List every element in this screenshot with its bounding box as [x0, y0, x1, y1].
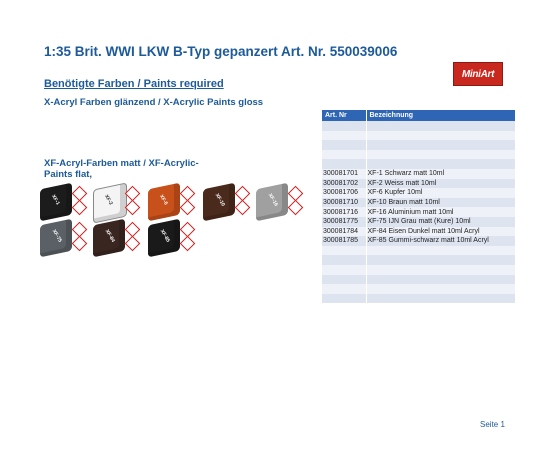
cell-art-nr [322, 284, 366, 294]
cell-art-nr [322, 131, 366, 141]
cell-art-nr: 300081702 [322, 179, 366, 189]
cell-bezeichnung: XF-85 Gummi-schwarz matt 10ml Acryl [366, 236, 516, 246]
cell-bezeichnung [366, 275, 516, 285]
paint-table [322, 110, 516, 303]
paint-jar [148, 186, 192, 218]
hazard-icon [288, 200, 304, 216]
cell-bezeichnung [366, 255, 516, 265]
cell-bezeichnung [366, 246, 516, 256]
cell-art-nr: 300081701 [322, 169, 366, 179]
cell-art-nr [322, 140, 366, 150]
table-row [322, 188, 516, 198]
paint-jar [93, 222, 137, 254]
table-row [322, 198, 516, 208]
table-row [322, 179, 516, 189]
table-row [322, 140, 516, 150]
cell-art-nr [322, 150, 366, 160]
cell-bezeichnung [366, 150, 516, 160]
hazard-icon [125, 236, 141, 252]
table-row [322, 294, 516, 304]
cell-bezeichnung [366, 121, 516, 131]
cell-art-nr [322, 265, 366, 275]
hazard-icon [125, 200, 141, 216]
cell-art-nr [322, 255, 366, 265]
document-title: 1:35 Brit. WWI LKW B-Typ gepanzert Art. Nr. 550039006 [44, 44, 398, 59]
table-row [322, 275, 516, 285]
table-row [322, 265, 516, 275]
table-row [322, 207, 516, 217]
cell-bezeichnung: XF-16 Aluminium matt 10ml [366, 207, 516, 217]
table-header-row [322, 110, 516, 121]
table-row [322, 246, 516, 256]
cell-art-nr [322, 121, 366, 131]
cell-bezeichnung [366, 159, 516, 169]
cell-art-nr: 300081784 [322, 227, 366, 237]
paint-jar [40, 222, 84, 254]
cell-art-nr [322, 246, 366, 256]
cell-bezeichnung [366, 284, 516, 294]
paint-jar [203, 186, 247, 218]
hazard-icon [180, 200, 196, 216]
required-paints-heading: Benötigte Farben / Paints required [44, 78, 224, 90]
cell-bezeichnung: XF-84 Eisen Dunkel matt 10ml Acryl [366, 227, 516, 237]
table-row [322, 121, 516, 131]
table-row [322, 236, 516, 246]
paint-jar-label: XF-2 [103, 193, 114, 207]
paint-jar [256, 186, 300, 218]
cell-bezeichnung [366, 131, 516, 141]
cell-bezeichnung: XF-6 Kupfer 10ml [366, 188, 516, 198]
cell-bezeichnung [366, 294, 516, 304]
column-header-art-nr: Art. Nr [322, 110, 366, 121]
cell-bezeichnung: XF-1 Schwarz matt 10ml [366, 169, 516, 179]
cell-bezeichnung: XF-10 Braun matt 10ml [366, 198, 516, 208]
cell-art-nr: 300081710 [322, 198, 366, 208]
paint-jar-label: XF-1 [50, 193, 61, 207]
table-row [322, 150, 516, 160]
paint-jar-label: XF-85 [158, 228, 171, 244]
logo-text: MiniArt [461, 68, 495, 80]
gloss-paints-heading: X-Acryl Farben glänzend / X-Acrylic Paints gloss [44, 97, 264, 108]
hazard-icon [72, 236, 88, 252]
cell-bezeichnung [366, 140, 516, 150]
paint-jar-label: XF-75 [50, 228, 63, 244]
cell-art-nr: 300081716 [322, 207, 366, 217]
table-row [322, 159, 516, 169]
table-row [322, 217, 516, 227]
paint-jar-label: XF-16 [266, 192, 279, 208]
cell-art-nr [322, 159, 366, 169]
paint-jar [93, 186, 137, 218]
paint-jar [148, 222, 192, 254]
cell-bezeichnung: XF-75 IJN Grau matt (Kure) 10ml [366, 217, 516, 227]
table-row [322, 131, 516, 141]
page-number: Seite 1 [480, 420, 505, 429]
cell-art-nr: 300081785 [322, 236, 366, 246]
cell-art-nr: 300081706 [322, 188, 366, 198]
table-row [322, 284, 516, 294]
hazard-icon [72, 200, 88, 216]
paint-jar-label: XF-84 [103, 228, 116, 244]
table-row [322, 169, 516, 179]
table-row [322, 255, 516, 265]
cell-art-nr [322, 294, 366, 304]
hazard-icon [180, 236, 196, 252]
paint-jar-label: XF-6 [158, 193, 169, 207]
column-header-bezeichnung: Bezeichnung [366, 110, 516, 121]
cell-art-nr: 300081775 [322, 217, 366, 227]
cell-bezeichnung [366, 265, 516, 275]
table-row [322, 227, 516, 237]
cell-art-nr [322, 275, 366, 285]
hazard-icon [235, 200, 251, 216]
flat-paints-heading: XF-Acryl-Farben matt / XF-Acrylic-Paints flat, [44, 158, 199, 180]
brand-logo [453, 62, 503, 86]
paint-jar-label: XF-10 [213, 192, 226, 208]
paint-jar [40, 186, 84, 218]
cell-bezeichnung: XF-2 Weiss matt 10ml [366, 179, 516, 189]
